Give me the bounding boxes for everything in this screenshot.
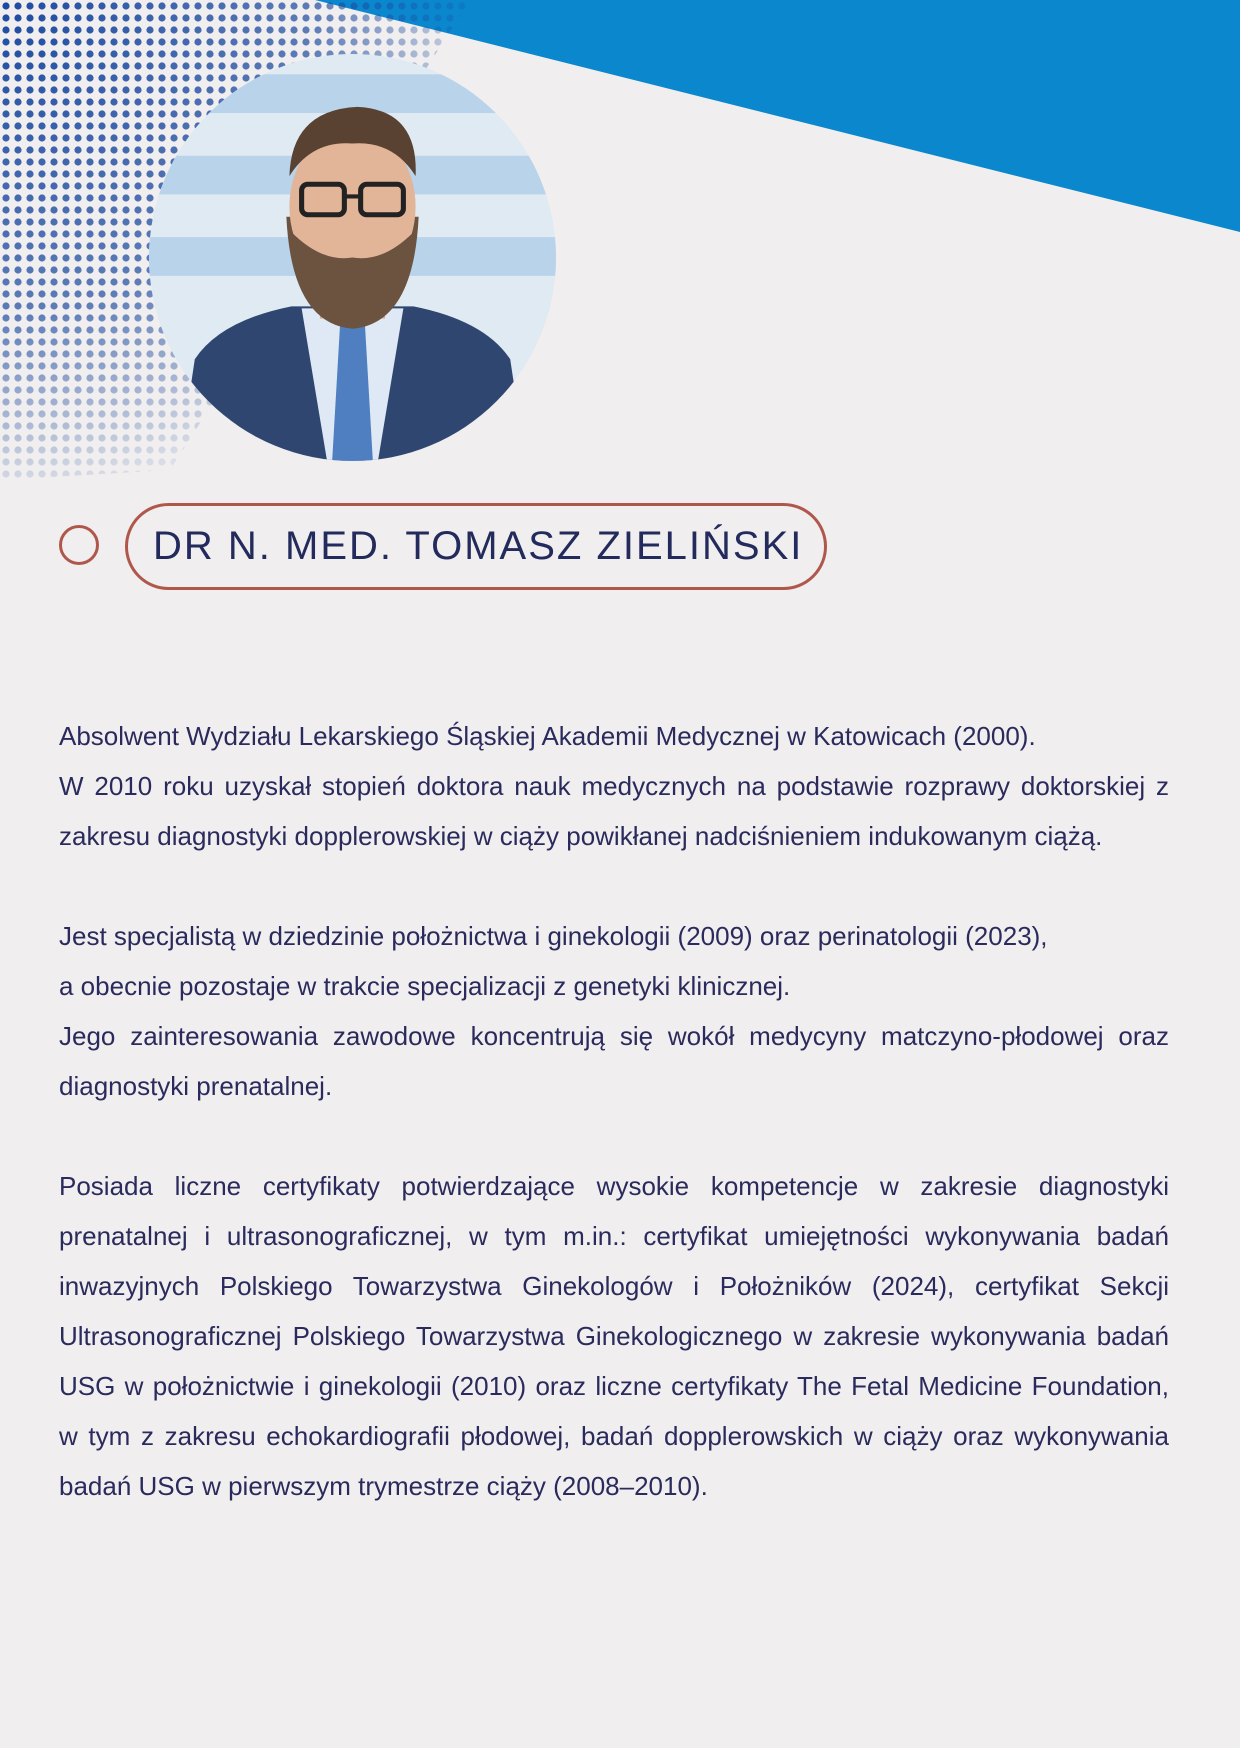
portrait-photo-icon [149, 54, 556, 461]
bio-p2-line-2: a obecnie pozostaje w trakcie specjalizacji z genetyki klinicznej. [59, 971, 791, 1001]
biography [59, 711, 1169, 1511]
circle-bullet-icon [59, 525, 99, 565]
name-header [59, 503, 829, 590]
bio-p2-line-3: Jego zainteresowania zawodowe koncentrują się wokół medycyny matczyno-płodowej oraz diagnostyki prenatalnej. [59, 1021, 1169, 1101]
bio-p1-line-2: W 2010 roku uzyskał stopień doktora nauk medycznych na podstawie rozprawy doktorskiej z zakresu diagnostyki dopplerowskiej w ciąży powikłanej nadciśnieniem indukowanym ciążą. [59, 771, 1169, 851]
doctor-name: DR N. MED. TOMASZ ZIELIŃSKI [153, 524, 804, 568]
name-pill [125, 503, 827, 590]
portrait-photo [149, 54, 556, 461]
bio-paragraph-3: Posiada liczne certyfikaty potwierdzające wysokie kompetencje w zakresie diagnostyki prenatalnej i ultrasonograficznej, w tym m.in.: certyfikat umiejętności wykonywania badań inwazyjnych Polskiego Towarzystwa Ginekologów i Położników (2024), certyfikat Sekcji Ultrasonograficznej Polskiego Towarzystwa Ginekologicznego w zakresie wykonywania badań USG w położnictwie i ginekologii (2010) oraz liczne certyfikaty The Fetal Medicine Foundation, w tym z zakresu echokardiografii płodowej, badań dopplerowskich w ciąży oraz wykonywania badań USG w pierwszym trymestrze ciąży (2008–2010). [59, 1171, 1169, 1501]
bio-paragraph-2 [59, 911, 1169, 1111]
bio-p1-line-1: Absolwent Wydziału Lekarskiego Śląskiej Akademii Medycznej w Katowicach (2000). [59, 721, 1036, 751]
bio-paragraph-1 [59, 711, 1169, 861]
bio-p2-line-1: Jest specjalistą w dziedzinie położnictwa i ginekologii (2009) oraz perinatologii (2023), [59, 921, 1048, 951]
